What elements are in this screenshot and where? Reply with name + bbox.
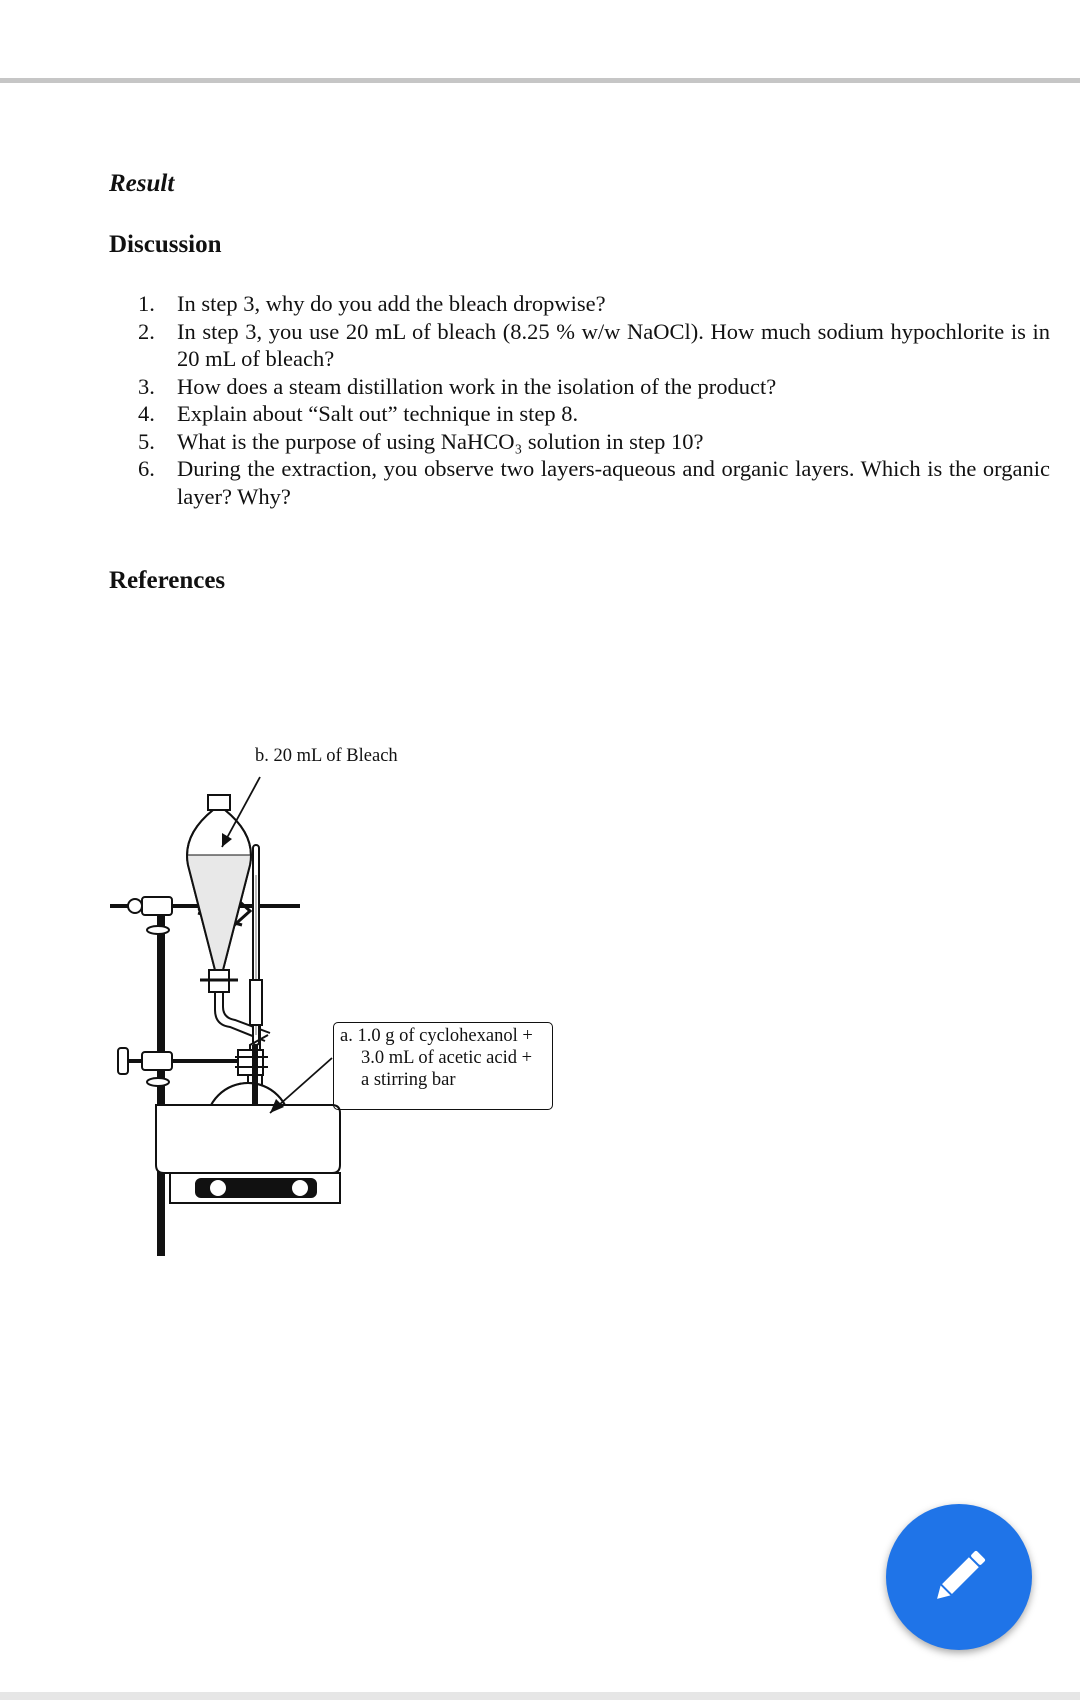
top-divider xyxy=(0,78,1080,83)
edit-button[interactable] xyxy=(886,1504,1032,1650)
pencil-icon xyxy=(926,1544,992,1610)
question-item xyxy=(130,400,1050,428)
result-heading: Result xyxy=(109,170,175,197)
question-text: In step 3, why do you add the bleach dropwise? xyxy=(177,291,606,316)
upper-clamp-knob xyxy=(128,899,142,913)
thermometer-adapter xyxy=(250,980,262,1025)
question-item xyxy=(130,455,1050,510)
question-text: How does a steam distillation work in the isolation of the product? xyxy=(177,373,777,399)
question-item xyxy=(130,373,1050,401)
bottom-divider xyxy=(0,1692,1080,1700)
question-number: 5. xyxy=(138,428,155,454)
question-text: What is the purpose of using NaHCO₃ solution in step 10? xyxy=(177,428,704,454)
bleach-label: b. 20 mL of Bleach xyxy=(255,746,398,766)
question-text: In step 3, you use 20 mL of bleach (8.25 % w/w NaOCl). How much sodium hypochlorite is in 20 mL of bleach? xyxy=(177,318,1050,371)
funnel-stopper xyxy=(208,795,230,810)
question-item xyxy=(130,290,1050,318)
lower-clamp-knob xyxy=(118,1048,128,1074)
question-item xyxy=(130,318,1050,373)
question-item xyxy=(130,428,1050,456)
reagent-label-box xyxy=(333,1022,553,1110)
references-heading: References xyxy=(109,567,226,594)
discussion-heading: Discussion xyxy=(109,231,222,258)
reagent-line: a. 1.0 g of cyclohexanol + xyxy=(340,1026,533,1046)
reagent-line: a stirring bar xyxy=(361,1070,456,1090)
question-number: 3. xyxy=(138,373,155,399)
discussion-questions xyxy=(130,290,1050,510)
question-number: 2. xyxy=(138,318,155,344)
question-text: During the extraction, you observe two layers-aqueous and organic layers. Which is the organic layer? Why? xyxy=(177,456,1050,509)
reagent-line: 3.0 mL of acetic acid + xyxy=(361,1048,533,1068)
question-number: 6. xyxy=(138,456,155,481)
apparatus-figure xyxy=(100,735,600,1280)
stir-knob-right xyxy=(291,1179,309,1197)
question-text: Explain about “Salt out” technique in step 8. xyxy=(177,401,579,426)
question-number: 1. xyxy=(138,291,155,316)
stir-knob-left xyxy=(209,1179,227,1197)
apparatus-diagram xyxy=(100,735,600,1280)
stir-plate-top xyxy=(156,1105,340,1173)
question-number: 4. xyxy=(138,401,155,426)
